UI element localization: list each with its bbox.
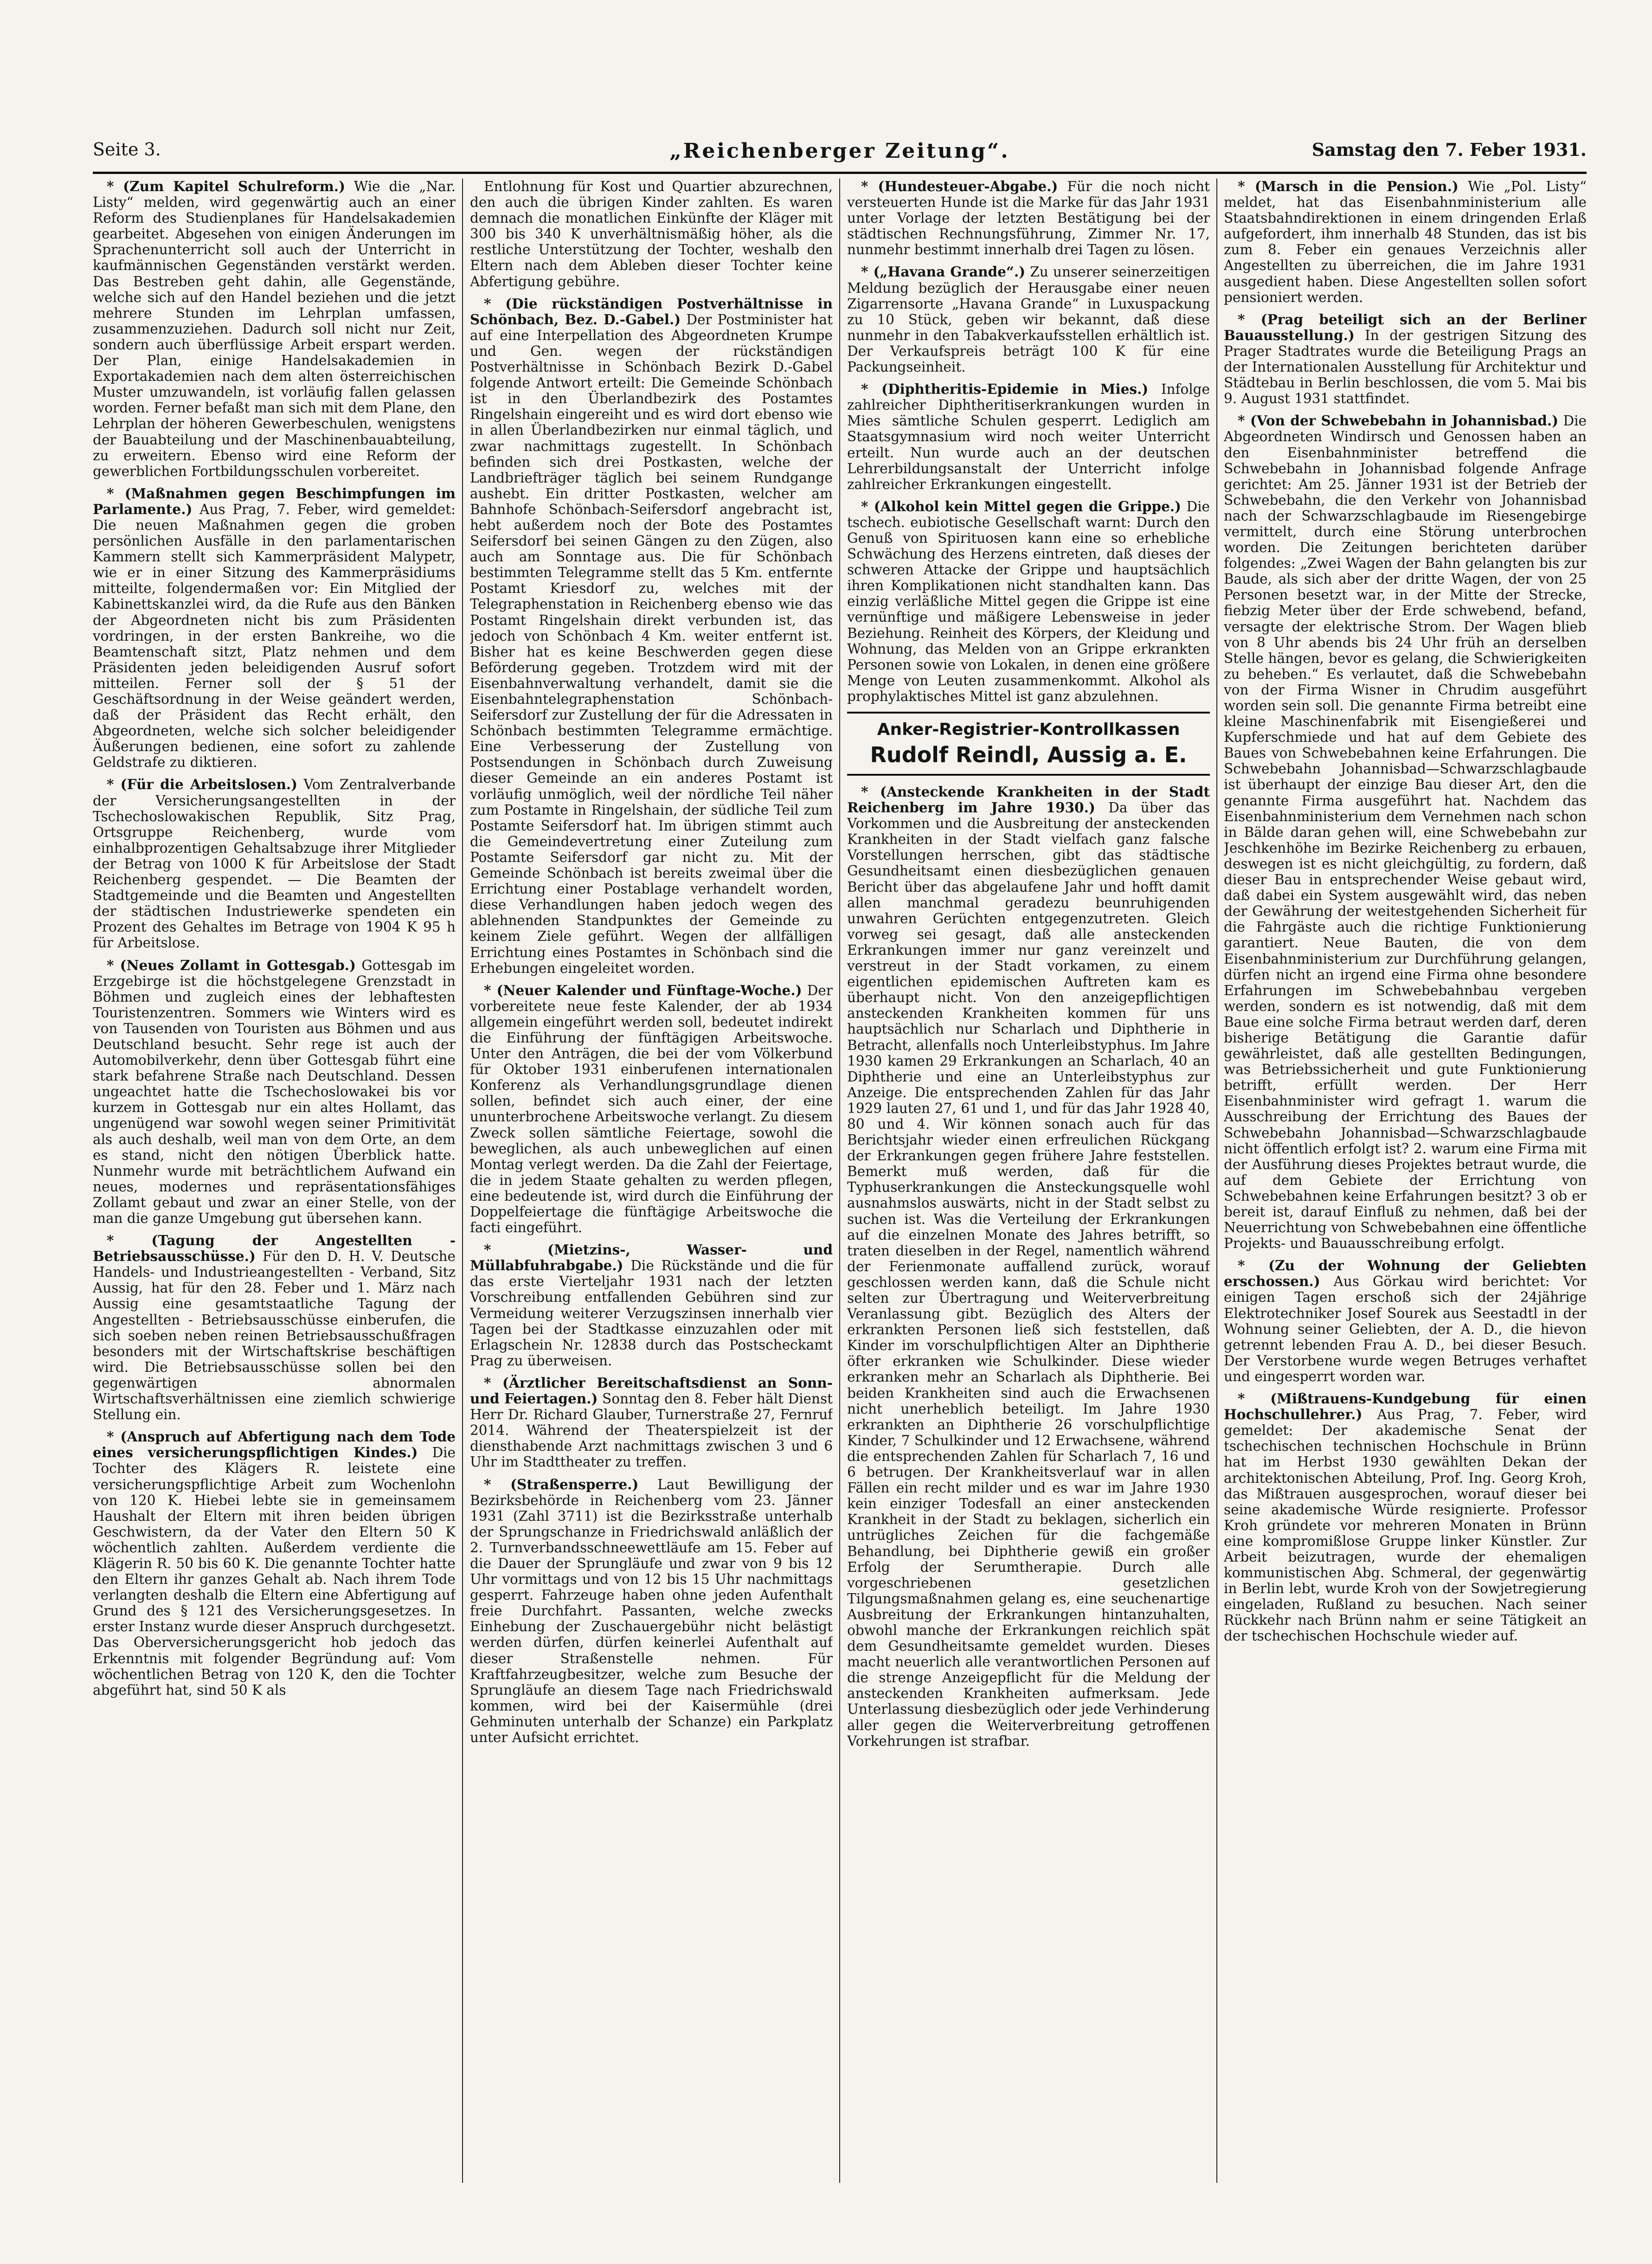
page-number: Seite 3. bbox=[93, 139, 161, 160]
ad-line-2: Rudolf Reindl, Aussig a. E. bbox=[870, 742, 1187, 767]
article-heading: * (Neuer Kalender und Fünftage-Woche.) bbox=[484, 982, 802, 998]
column-1 bbox=[93, 179, 456, 2183]
article bbox=[847, 499, 1210, 704]
article bbox=[1224, 413, 1587, 1251]
article-heading: * (Von der Schwebebahn in Johannisbad.) bbox=[1238, 412, 1559, 429]
article-text: Entlohnung für Kost und Quartier abzurechnen, den auch die übrigen Kinder zahlten. Es waren demnach die monatlichen Einkünfte der Kläger mit 300 bis 340 K unverhältnismäßig höher, als die restliche Unterstützung der Tochter, weshalb den Eltern nach dem Ableben dieser Tochter keine Abfertigung gebühre. bbox=[470, 179, 833, 289]
article bbox=[93, 777, 456, 951]
article bbox=[93, 179, 456, 479]
article-heading: * (Straßensperre.) bbox=[484, 1476, 639, 1492]
article-heading: * (Neues Zollamt in Gottesgab.) bbox=[107, 957, 356, 973]
article bbox=[470, 1242, 833, 1369]
article-heading: * (Diphtheritis-Epidemie in Mies.) bbox=[861, 381, 1149, 398]
column-2 bbox=[470, 179, 833, 2183]
article-heading: * (Prag beteiligt sich an der Berliner Bauausstellung.) bbox=[1224, 311, 1587, 343]
article-heading: * (Alkohol kein Mittel gegen die Grippe.) bbox=[861, 498, 1181, 515]
article-heading: * (Hundesteuer-Abgabe.) bbox=[861, 179, 1058, 194]
article-text: Aus Prag, 7. Feber, wird gemeldet: Der akademische Senat der tschechischen technischen Hochschule in Brünn hat im Herbst 1930 gewählten Dekan der architektonischen Abteilung, Prof. Ing. Georg Kroh, das Mißtrauen ausgesprochen, worauf dieser bei seine akademische Würde resignierte. Professor Kroh gründete vor mehreren Monaten in Brünn eine kompromißlose Gruppe linker Künstler. Zur Arbeit beizutragen, wurde der ehemaligen kommunistischen Abg. Schmeral, der gegenwärtig in Berlin lebt, wurde Kroh von der Sowjetregierung eingeladen, Rußland zu besuchen. Nach seiner Rückkehr nach Brünn nahm er seine Tätigkeit an der tschechischen Hochschule wieder auf. bbox=[1224, 1407, 1587, 1644]
article-text: Laut Bewilligung der Bezirksbehörde in Reichenberg vom 23. Jänner 1931 (Zahl 3711) ist die Bezirksstraße unterhalb der Sprungschanze in Friedrichswald anläßlich der 2. Turnverbandsschneewettläufe am 15. Feber auf die Dauer der Sprungläufe und zwar von 9 bis 12 Uhr vormittags und von 12 bis 15 Uhr nachmittags gesperrt. Fahrzeuge haben ohne jeden Aufenthalt freie Durchfahrt. Passanten, welche zwecks Einhebung der Zuschauergebühr nicht belästigt werden dürfen, dürfen keinerlei Aufenthalt auf dieser Straßenstelle nehmen. Für Kraftfahrzeugbesitzer, welche zum Besuche der Sprungläufe an diesem Tage nach Friedrichswald kommen, wird bei der Kaisermühle (drei Gehminuten unterhalb der Schanze) ein Parkplatz unter Aufsicht errichtet. bbox=[470, 1476, 833, 1745]
article-text: Aus Prag, 7. Feber, wird gemeldet: Die neuen Maßnahmen gegen die groben persönlichen Ausfälle in den parlamentarischen Kammern stellt sich Kammerpräsident Malypetr, wie er in einer Sitzung des Kammerpräsidiums mitteilte, folgendermaßen vor: Ein Mitglied der Kabinettskanzlei wird, da die Rufe aus den Bänken der Abgeordneten nicht bis zum Präsidenten vordringen, in der ersten Bankreihe, wo die Beamtenschaft sitzt, Platz nehmen und dem Präsidenten jeden beleidigenden Ausruf sofort mitteilen. Ferner soll der § 51 der Geschäftsordnung in der Weise geändert werden, daß der Präsident das Recht erhält, den Abgeordneten, welche sich solcher beleidigender Äußerungen bedienen, eine sofort zu zahlende Geldstrafe zu diktieren. bbox=[93, 501, 456, 771]
article bbox=[847, 179, 1210, 257]
article-heading: * (Mißtrauens-Kundgebung für einen Hochschullehrer.) bbox=[1224, 1390, 1587, 1423]
article-text: Aus Görkau wird berichtet: Vor einigen Tagen erschoß sich der 24jährige Elektrotechniker Josef Sourek aus Seestadtl in der Wohnung seiner Geliebten, der A. D., die hievon getrennt lebenden Frau A. D., bei dieser Besuch. Der Verstorbene wurde wegen Betruges verhaftet und eingesperrt worden war. bbox=[1224, 1274, 1587, 1384]
article-heading: * (Zu der Wohnung der Geliebten erschossen.) bbox=[1224, 1257, 1587, 1290]
article-heading: * (Mietzins-, Wasser- und Müllabfuhrabgabe.) bbox=[470, 1241, 833, 1274]
article bbox=[470, 1375, 833, 1470]
column-4 bbox=[1224, 179, 1587, 2183]
article bbox=[93, 1233, 456, 1422]
header-rule bbox=[93, 172, 1587, 174]
article-heading: * (Maßnahmen gegen Beschimpfungen im Parlamente.) bbox=[93, 485, 456, 517]
article-text: Infolge zahlreicher Diphtheritiserkrankungen wurden in Mies sämtliche Schulen gesperrt. Lediglich am Staatsgymnasium wird noch weiter Unterricht erteilt. Nun wurde auch an der deutschen Lehrerbildungsanstalt der Unterricht infolge zahlreicher Erkrankungen eingestellt. bbox=[847, 381, 1210, 492]
article bbox=[1224, 1391, 1587, 1644]
ad-line-1: Anker-Registrier-Kontrollkassen bbox=[877, 720, 1180, 739]
article-heading: * (Marsch in die Pension.) bbox=[1238, 179, 1459, 194]
article-text: Wie „Pol. Listy“ meldet, hat das Eisenbahnministerium alle Staatsbahndirektionen in einem dringenden Erlaß aufgefordert, ihm innerhalb 48 Stunden, das ist bis zum 8. Feber ein genaues Verzeichnis aller Angestellten zu überreichen, die im Jahre 1931 ausgedient haben. Diese Angestellten sollen sofort pensioniert werden. bbox=[1224, 179, 1587, 305]
column-3 bbox=[847, 179, 1210, 2183]
article bbox=[470, 296, 833, 976]
article-text: Die Tochter des Klägers R. leistete eine versicherungspflichtige Arbeit zum Wochenlohn von 120 K. Hiebei lebte sie in gemeinsamem Haushalt der Eltern mit ihren beiden übrigen Geschwistern, da der Vater den Eltern 50 K wöchentlich zahlten. Außerdem verdiente die Klägerin R. 50 bis 60 K. Die genannte Tochter hatte den Eltern ihr ganzes Gehalt ab. Nach ihrem Tode verlangten deshalb die Eltern eine Abfertigung auf Grund des § 121 des Versicherungsgesetzes. In erster Instanz wurde dieser Anspruch durchgesetzt. Das Oberversicherungsgericht hob jedoch das Erkenntnis mit folgender Begründung auf: Vom wöchentlichen Betrag von 120 K, den die Tochter abgeführt hat, sind 50 K als bbox=[93, 1445, 456, 1698]
advertisement bbox=[847, 712, 1210, 776]
article-text: Vom Zentralverbande der Versicherungsangestellten in der Tschechoslowakischen Republik, Sitz Prag, Ortsgruppe Reichenberg, wurde vom einhalbprozentigen Gehaltsabzuge ihrer Mitglieder der Betrag von 1000 K für Arbeitslose der Stadt Reichenberg gespendet. — Die Beamten der Stadtgemeinde und die Beamten und Angestellten der städtischen Industriewerke spendeten ein Prozent des Gehaltes im Betrage von 1904 K 95 h für Arbeitslose. bbox=[93, 777, 456, 951]
article-text: Wie die „Nar. Listy“ melden, wird gegenwärtig auch an einer Reform des Studienplanes für Handelsakademien gearbeitet. Abgesehen von einigen Änderungen im Sprachenunterricht soll auch der Unterricht in kaufmännischen Gegenständen verstärkt werden. Das Bestreben geht dahin, alle Gegenstände, welche sich auf den Handel beziehen und die jetzt mehrere Stunden im Lehrplan umfassen, zusammenzuziehen. Dadurch soll nicht nur Zeit, sondern auch überflüssige Arbeit erspart werden. Der Plan, einige Handelsakademien in Exportakademien nach dem alten österreichischen Muster umzuwandeln, ist vorläufig fallen gelassen worden. Ferner befaßt man sich mit dem Plane, den Lehrplan der höheren Gewerbeschulen, wenigstens der Bauabteilung und der Maschinenbauabteilung, zu erweitern. Ebenso wird eine Reform der gewerblichen Fortbildungsschulen vorbereitet. bbox=[93, 179, 456, 479]
article-text: In der gestrigen Sitzung des Prager Stadtrates wurde die Beteiligung Prags an der Internationalen Ausstellung für Architektur und Städtebau in Berlin beschlossen, die vom 5. Mai bis 9. August 1931 stattfindet. bbox=[1224, 327, 1587, 407]
article-text: Die Abgeordneten Windirsch und Genossen haben an den Eisenbahnminister betreffend die Schwebebahn in Johannisbad folgende Anfrage gerichtet: Am 25. Jänner 1931 ist der Betrieb der Schwebebahn, die den Verkehr von Johannisbad nach der Schwarzschlagbaude im Riesengebirge vermittelt, durch eine Störung unterbrochen worden. Die Zeitungen berichteten darüber folgendes: „Zwei Wagen der Bahn gelangten bis zur Baude, als sich aber der dritte Wagen, der von 25 Personen besetzt war, in der Mitte der Strecke, fiebzig Meter über der Erde schwebend, befand, versagte der elektrische Strom. Der Wagen blieb von 8 Uhr abends bis 24 Uhr früh an derselben Stelle hängen, bevor es gelang, die Schwierigkeiten zu beheben.“ Es verlautet, daß die Schwebebahn von der Firma Wisner in Chrudim ausgeführt worden sein soll. Die genannte Firma betreibt eine kleine Maschinenfabrik mit Eisengießerei und Kupferschmiede und hat auf dem Gebiete des Baues von Schwebebahnen keine Erfahrungen. Die Schwebebahn Johannisbad—Schwarzschlagbaude ist überhaupt der einzige Bau dieser Art, den die genannte Firma ausgeführt hat. Nachdem das Eisenbahnministerium dem Vernehmen nach schon in Bälde daran gehen will, eine Schwebebahn zur Jeschkenhöhe im Bezirke Reichenberg zu erbauen, deswegen ist es nicht gleichgültig, zu fordern, daß dieser Bau in entsprechender Weise gebaut wird, daß dabei ein System ausgewählt wird, das neben der Gewährung der weitestgehenden Sicherheit für die Fahrgäste auch die richtige Funktionierung garantiert. Neue Bauten, die von dem Eisenbahnministerium zur Durchführung gelangen, dürfen nicht an irgend eine Firma ohne besondere Erfahrungen im Schwebebahnbau vergeben werden, sondern es ist notwendig, daß mit dem Baue eine solche Firma betraut werden darf, deren bisherige Betätigung die Garantie dafür gewährleistet, daß alle gestellten Bedingungen, was Betriebssicherheit und gute Funktionierung betrifft, erfüllt werden. Der Herr Eisenbahnminister wird gefragt 1. warum die Ausschreibung der Errichtung des Baues der Schwebebahn Johannisbad—Schwarzschlagbaude nicht öffentlich erfolgt ist? 2. warum eine Firma mit der Ausführung dieses Projektes betraut wurde, die auf dem Gebiete der Errichtung von Schwebebahnen keine Erfahrungen besitzt? 3 ob er bereit ist, darauf Einfluß zu nehmen, daß bei der Neuerrichtung von Schwebebahnen eine öffentliche Projekts- und Bauausschreibung erfolgt. bbox=[1224, 413, 1587, 1252]
page-header bbox=[93, 139, 1587, 172]
article-heading: * (Zum Kapitel Schulreform.) bbox=[107, 179, 346, 194]
article bbox=[470, 179, 833, 289]
article-heading: * (Anspruch auf Abfertigung nach dem Tode eines versicherungspflichtigen Kindes.) bbox=[93, 1428, 456, 1461]
article-text: Zu unserer seinerzeitigen Meldung bezüglich der Herausgabe einer neuen Zigarrensorte „Havana Grande“ in Luxuspackung zu 10 Stück, geben wir bekannt, daß diese nunmehr in den Tabakverkaufsstellen erhältlich ist. Der Verkaufspreis beträgt 100 K für eine Packungseinheit. bbox=[847, 264, 1210, 375]
article-text: Der vorbereitete neue feste Kalender, der ab 1934 allgemein eingeführt werden soll, bedeutet indirekt die Einführung der fünftägigen Arbeitswoche. Unter den Anträgen, die bei der vom Völkerbund für Oktober 1931 einberufenen internationalen Konferenz als Verhandlungsgrundlage dienen sollen, befindet sich auch einer, der eine ununterbrochene Arbeitswoche verlangt. Zu diesem Zweck sollen sämtliche Feiertage, sowohl die beweglichen, als auch unbeweglichen auf einen Montag verlegt werden. Da die Zahl der Feiertage, die in jedem Staate gehalten zu werden pflegen, eine bedeutende ist, wird durch die Einführung der Doppelfeiertage die fünftägige Arbeitswoche die facti eingeführt. bbox=[470, 982, 833, 1236]
newspaper-title: „Reichenberger Zeitung“. bbox=[669, 139, 1010, 163]
article bbox=[847, 264, 1210, 375]
article bbox=[1224, 312, 1587, 407]
column-divider bbox=[1216, 179, 1217, 2183]
article-text: Der Postminister hat auf eine Interpellation des Abgeordneten Krumpe und Gen. wegen der rückständigen Postverhältnisse in Schönbach Bezirk D.-Gabel folgende Antwort erteilt: Die Gemeinde Schönbach ist in den Überlandbezirk des Postamtes Ringelshain eingereiht und es wird dort ebenso wie in allen Überlandbezirken nur einmal täglich, und zwar nachmittags zugestellt. In Schönbach befinden sich drei Postkasten, welche der Landbriefträger täglich bei seinem Rundgange aushebt. Ein dritter Postkasten, welcher am Bahnhofe Schönbach-Seifersdorf angebracht ist, hebt außerdem noch der Bote des Postamtes Seifersdorf bei seinen Gängen zu den Zügen, also auch am Sonntage aus. Die für Schönbach bestimmten Telegramme stellt das 5 Km. entfernte Postamt Kriesdorf zu, welches mit der Telegraphenstation in Reichenberg ebenso wie das Postamt Ringelshain direkt verbunden ist, das jedoch von Schönbach 4 Km. weiter entfernt ist. Bisher hat es keine Beschwerden gegen diese Beförderung gegeben. Trotzdem wird mit der Eisenbahnverwaltung verhandelt, damit sie die Eisenbahntelegraphenstation Schönbach-Seifersdorf zur Zustellung der für die Adressaten in Schönbach bestimmten Telegramme ermächtige. Eine Verbesserung der Zustellung von Postsendungen in Schönbach durch Zuweisung dieser Gemeinde an ein anderes Postamt ist vorläufig unmöglich, weil der nördliche Teil näher zum Postamte in Ringelshain, der südliche Teil zum Postamte Seifersdorf hat. Im übrigen stimmt auch die Gemeindevertretung einer Zuteilung zum Postamte Seifersdorf gar nicht zu. Mit der Gemeinde Schönbach ist bereits zweimal über die Errichtung einer Postablage verhandelt worden, diese Verhandlungen haben jedoch wegen des ablehnenden Standpunktes der Gemeinde zu keinem Ziele geführt. Wegen der allfälligen Errichtung eines Postamtes in Schönbach sind die Erhebungen eingeleitet worden. bbox=[470, 311, 833, 976]
article bbox=[470, 983, 833, 1236]
article bbox=[470, 1477, 833, 1746]
article-text: Gottesgab im Erzgebirge ist die höchstgelegene Grenzstadt in Böhmen und zugleich eines der lebhaftesten Touristenzentren. Sommers wie Winters wird es von Tausenden von Touristen aus Böhmen und aus Deutschland besucht. Sehr rege ist auch der Automobilverkehr, denn über Gottesgab führt eine stark befahrene Straße nach Deutschland. Dessen ungeachtet hatte die Tschechoslowakei bis vor kurzem in Gottesgab nur ein altes Hollamt, das ungenügend war sowohl wegen seiner Primitivität als auch deshalb, weil man von dem Orte, an dem es stand, nicht den nötigen Überblick hatte. Nunmehr wurde mit beträchtlichem Aufwand ein neues, modernes und repräsentationsfähiges Zollamt gebaut und zwar an einer Stelle, von der man die ganze Umgebung gut übersehen kann. bbox=[93, 957, 456, 1226]
column-divider bbox=[462, 179, 463, 2183]
article-heading: * (Tagung der Angestellten - Betriebsausschüsse.) bbox=[93, 1232, 456, 1265]
article-text: Da über das Vorkommen und die Ausbreitung der ansteckenden Krankheiten in der Stadt vielfach ganz falsche Vorstellungen herrschen, gibt das städtische Gesundheitsamt einen diesbezüglichen genauen Bericht über das abgelaufene Jahr und hofft damit allen manchmal geradezu beunruhigenden unwahren Gerüchten entgegenzutreten. Gleich vorweg sei gesagt, daß alle ansteckenden Erkrankungen immer nur ganz vereinzelt und verstreut in der Stadt vorkamen, zu einem eigentlichen epidemischen Auftreten kam es überhaupt nicht. Von den anzeigepflichtigen ansteckenden Krankheiten kommen für uns hauptsächlich nur Scharlach und Diphtherie in Betracht, allenfalls noch Unterleibstyphus. Im Jahre 1930 kamen 29 Erkrankungen an Scharlach, 40 an Diphtherie und eine an Unterleibstyphus zur Anzeige. Die entsprechenden Zahlen für das Jahr 1929 lauten 27, 61 und 1, und für das Jahr 1928 40, 80 und 4. Wir können sonach auch für das Berichtsjahr wieder einen erfreulichen Rückgang der Erkrankungen gegen frühere Jahre feststellen. Bemerkt muß werden, daß für die Typhuserkrankungen die Ansteckungsquelle wohl ausnahmslos auswärts, nicht in der Stadt selbst zu suchen ist. Was die Verteilung der Erkrankungen auf die einzelnen Monate des Jahres betrifft, so traten dieselben in der Regel, namentlich während der Ferienmonate auffallend zurück, worauf geschlossen werden kann, daß die Schule nicht selten zur Übertragung und Weiterverbreitung Veranlassung gibt. Bezüglich des Alters der erkrankten Personen ließ sich feststellen, daß Kinder im vorschulpflichtigen Alter an Diphtherie öfter erkranken wie Schulkinder. Diese wieder erkranken mehr an Scharlach als Diphtherie. Bei beiden Krankheiten sind auch die Erwachsenen nicht unerheblich beteiligt. Im Jahre 1930 erkrankten an Diphtherie 26 vorschulpflichtige Kinder, 7 Schulkinder und 12 Erwachsene, während die entsprechenden Zahlen für Scharlach 7, 16 und 6 betrugen. Der Krankheitsverlauf war in allen Fällen ein recht milder und es war im Jahre 1930 kein einziger Todesfall an einer ansteckenden Krankheit in der Stadt zu beklagen, sicherlich ein untrügliches Zeichen für die fachgemäße Behandlung, bei Diphtherie gewiß ein großer Erfolg der Serumtherapie. Durch alle vorgeschriebenen gesetzlichen Tilgungsmaßnahmen gelang es, eine seuchenartige Ausbreitung der Erkrankungen hintanzuhalten, obwohl manche der Erkrankungen reichlich spät dem Gesundheitsamte gemeldet wurden. Dieses macht neuerlich alle verantwortlichen Personen auf die strenge Anzeigepflicht für die Meldung der ansteckenden Krankheiten aufmerksam. Jede Unterlassung diesbezüglich oder jede Verhinderung aller gegen die Weiterverbreitung getroffenen Vorkehrungen ist strafbar. bbox=[847, 800, 1210, 1749]
article-text: Sonntag den 8. Feber hält Dienst Herr Dr. Richard Glauber, Turnerstraße 27, Fernruf 2014. Während der Theaterspielzeit ist der diensthabende Arzt nachmittags zwischen 3 und 6 Uhr im Stadttheater zu treffen. bbox=[470, 1391, 833, 1470]
article bbox=[847, 381, 1210, 492]
article bbox=[847, 784, 1210, 1749]
article-text: Die Rückstände und die für das erste Vierteljahr 1931 nach der letzten Vorschreibung entfallenden Gebühren sind zur Vermeidung weiterer Verzugszinsen innerhalb vier Tagen bei der Stadtkasse einzuzahlen oder mit Erlagschein Nr. 12838 durch das Postscheckamt Prag zu überweisen. bbox=[470, 1258, 833, 1369]
article-text: Für den D. H. V. Deutsche Handels- und Industrieangestellten - Verband, Sitz Aussig, hat für den 28. Feber und 1. März nach Aussig eine gesamtstaatliche Tagung der Angestellten - Betriebsausschüsse einberufen, die sich soeben neben reinen Betriebsausschußfragen besonders mit der Wirtschaftskrise beschäftigen wird. Die Betriebsausschüsse sollen bei den gegenwärtigen abnormalen Wirtschaftsverhältnissen eine ziemlich schwierige Stellung ein. bbox=[93, 1248, 456, 1423]
column-divider bbox=[839, 179, 840, 2183]
article bbox=[93, 486, 456, 771]
article bbox=[1224, 179, 1587, 305]
article bbox=[1224, 1258, 1587, 1384]
article-heading: * („Havana Grande“.) bbox=[861, 264, 1026, 280]
article-heading: * (Die rückständigen Postverhältnisse in Schönbach, Bez. D.-Gabel.) bbox=[470, 295, 833, 328]
article bbox=[93, 958, 456, 1227]
article-heading: * (Für die Arbeitslosen.) bbox=[107, 776, 298, 793]
article bbox=[93, 1429, 456, 1698]
issue-date: Samstag den 7. Feber 1931. bbox=[1311, 139, 1587, 160]
article-heading: * (Ansteckende Krankheiten in der Stadt Reichenberg im Jahre 1930.) bbox=[847, 784, 1210, 816]
article-text: Für die noch nicht versteuerten Hunde ist die Marke für das Jahr 1931 unter Vorlage der letzten Bestätigung bei der städtischen Rechnungsführung, Zimmer Nr. 17, nunmehr bestimmt innerhalb drei Tagen zu lösen. bbox=[847, 179, 1210, 258]
article-heading: * (Ärztlicher Bereitschaftsdienst an Sonn- und Feiertagen.) bbox=[470, 1374, 833, 1407]
article-text: Die tschech. eubiotische Gesellschaft warnt: Durch den Genuß von Spirituosen kann eine so erhebliche Schwächung des Herzens eintreten, daß dieses der schweren Attacke der Grippe und hauptsächlich ihren Komplikationen nicht standhalten kann. Das einzig verläßliche Mittel gegen die Grippe ist eine vernünftige und mäßigere Lebensweise in jeder Beziehung. Reinheit des Körpers, der Kleidung und Wohnung, das Melden von an Grippe erkrankten Personen sowie von Lokalen, in denen eine größere Menge von Leuten zusammenkommt. Alkohol als prophylaktisches Mittel ist ganz abzulehnen. bbox=[847, 498, 1210, 704]
